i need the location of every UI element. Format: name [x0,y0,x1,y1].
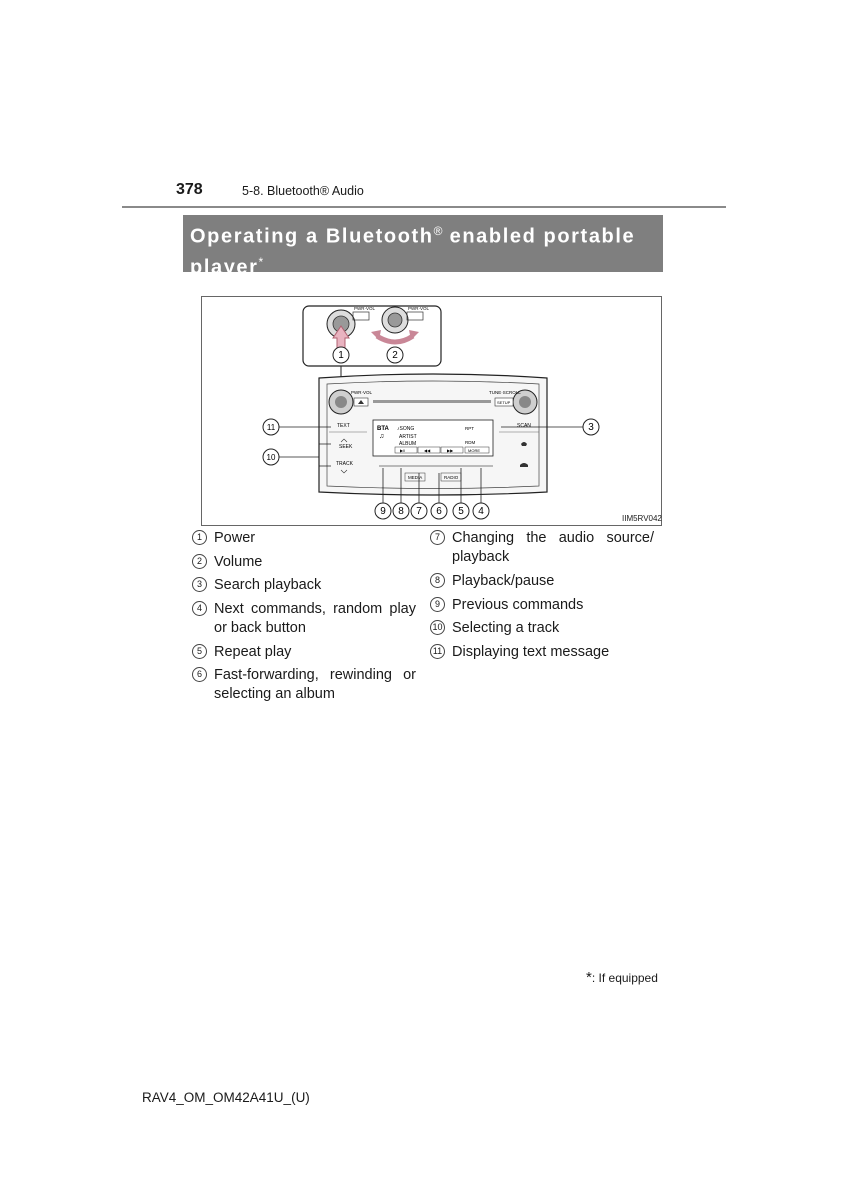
heading-line1: Operating a Bluetooth [190,225,434,248]
legend-text-4: Next commands, random play or back button [214,601,416,636]
screen-more: MORE [468,448,480,453]
label-tune-scroll: TUNE·SCROLL [489,390,521,395]
music-note-icon: ♫ [379,433,385,440]
callout-3-label: 3 [588,422,594,433]
legend-text-1: Power [214,530,256,546]
screen-rewind: ◀◀ [424,448,431,453]
header-divider [122,206,726,208]
legend-text-2: Volume [214,554,263,570]
legend-item-6 [192,666,417,704]
disc-slot [373,400,491,403]
registered-mark: ® [433,224,443,238]
legend-item-11 [430,643,655,662]
screen-forward: ▶▶ [447,448,454,453]
callout-7-label: 7 [416,506,422,517]
footnote-text: : If equipped [591,971,658,985]
legend-item-7 [430,529,655,567]
heading-asterisk: * [258,254,264,269]
inset-label-pwr-vol: PWR·VOL [354,306,376,311]
screen-play-pause: ▶II [400,448,406,453]
inset-label-pwr-vol-2: PWR·VOL [408,306,430,311]
label-text: TEXT [337,423,350,429]
legend-text-3: Search playback [214,577,322,593]
legend-text-10: Selecting a track [452,620,560,636]
screen-source: BTA [377,426,389,432]
legend-number-1: 1 [192,530,207,545]
footnote [586,969,658,986]
legend-text-5: Repeat play [214,644,292,660]
document-code: RAV4_OM_OM42A41U_(U) [142,1090,310,1105]
legend-text-9: Previous commands [452,597,584,613]
label-radio: RADIO [444,475,459,480]
legend-text-7: Changing the audio source/ playback [452,530,654,565]
legend-text-8: Playback/pause [452,573,555,589]
callout-1-label: 1 [338,350,344,361]
callout-5-label: 5 [458,506,464,517]
audio-unit-illustration [201,296,662,526]
legend-number-2: 2 [192,554,207,569]
label-setup: SETUP [497,400,511,405]
callout-4-label: 4 [478,506,484,517]
legend-number-5: 5 [192,644,207,659]
legend-item-9 [430,596,655,615]
legend-item-8 [430,572,655,591]
screen-rdm: RDM [465,440,476,445]
legend-number-3: 3 [192,577,207,592]
heading-line2: player [190,256,259,279]
page-heading [190,219,660,280]
page-number: 378 [176,181,203,198]
callout-6-label: 6 [436,506,442,517]
callout-9-label: 9 [380,506,386,517]
label-scan: SCAN [517,423,531,429]
label-track: TRACK [336,461,353,467]
footnote-star: * [586,969,592,986]
legend-item-1 [192,529,417,548]
callout-2-label: 2 [392,350,398,361]
legend-number-10: 10 [430,620,445,635]
callout-11-label: 11 [266,423,276,432]
inset-box [303,306,441,366]
legend-number-4: 4 [192,601,207,616]
legend-number-9: 9 [430,597,445,612]
legend-item-4 [192,600,417,638]
legend-number-6: 6 [192,667,207,682]
label-media: MEDIA [408,475,423,480]
legend-number-7: 7 [430,530,445,545]
figure-id: IIM5RV042 [622,514,662,523]
audio-unit-figure [201,296,662,526]
screen-album: ALBUM [399,441,417,447]
legend-text-6: Fast-forwarding, rewinding or selecting an album [214,667,416,702]
legend-number-8: 8 [430,573,445,588]
label-pwr-vol: PWR·VOL [351,390,373,395]
callout-8-label: 8 [398,506,404,517]
legend-number-11: 11 [430,644,445,659]
screen-song: ♪SONG [397,426,415,432]
callout-10-label: 10 [266,453,276,462]
label-seek: SEEK [339,444,353,450]
legend-text-11: Displaying text message [452,644,610,660]
heading-line1-rest: enabled portable [442,225,636,248]
screen-artist: ARTIST [399,434,417,440]
section-title: 5-8. Bluetooth® Audio [242,184,364,198]
legend-item-3 [192,576,417,595]
legend-item-10 [430,619,655,638]
legend-item-5 [192,643,417,662]
screen-rpt: RPT [465,426,474,431]
legend-item-2 [192,553,417,572]
